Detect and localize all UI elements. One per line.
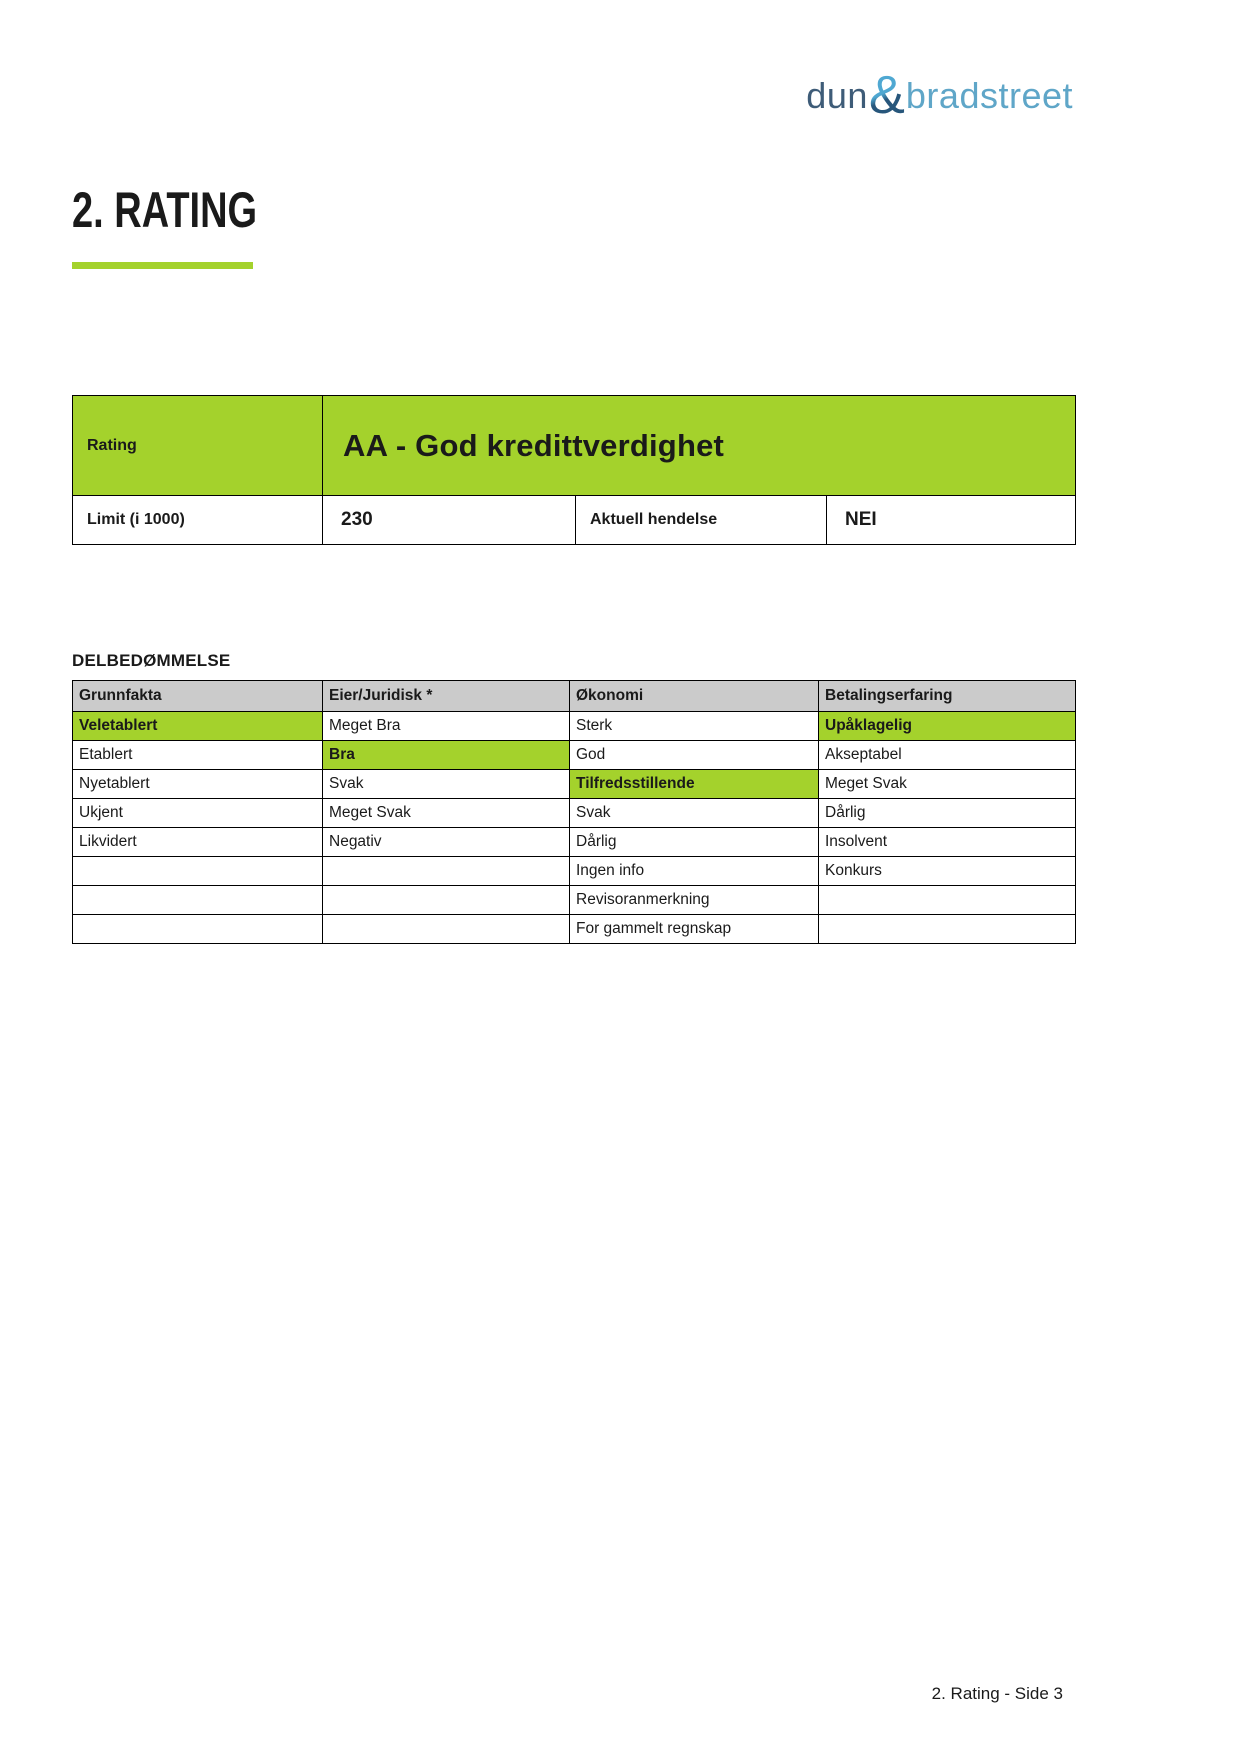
rating-value: AA - God kredittverdighet (323, 396, 1076, 496)
table-row (73, 886, 1076, 915)
table-cell: Negativ (323, 828, 570, 857)
table-cell: Veletablert (73, 712, 323, 741)
current-event-value: NEI (827, 496, 1076, 545)
table-cell: Meget Bra (323, 712, 570, 741)
table-cell: Etablert (73, 741, 323, 770)
table-cell: Dårlig (819, 799, 1076, 828)
rating-summary-table (72, 395, 1076, 545)
table-header-row (73, 681, 1076, 712)
column-header-betalingserfaring: Betalingserfaring (819, 681, 1076, 712)
table-cell: Ingen info (570, 857, 819, 886)
logo-ampersand-icon: & (868, 65, 905, 125)
logo-text-bradstreet: bradstreet (905, 75, 1073, 116)
table-cell-empty (323, 915, 570, 944)
column-header-okonomi: Økonomi (570, 681, 819, 712)
table-cell-empty (819, 915, 1076, 944)
table-cell: Tilfredsstillende (570, 770, 819, 799)
table-cell-empty (819, 886, 1076, 915)
table-cell: Bra (323, 741, 570, 770)
table-row (73, 799, 1076, 828)
table-cell: Dårlig (570, 828, 819, 857)
table-row (73, 741, 1076, 770)
dun-bradstreet-logo (806, 65, 1073, 125)
table-cell-empty (323, 857, 570, 886)
table-cell: Svak (570, 799, 819, 828)
table-cell: Akseptabel (819, 741, 1076, 770)
table-cell: Meget Svak (819, 770, 1076, 799)
rating-banner-row (73, 396, 1076, 496)
column-header-eier-juridisk: Eier/Juridisk * (323, 681, 570, 712)
table-row (73, 857, 1076, 886)
table-cell-empty (323, 886, 570, 915)
logo-text-dun: dun (806, 75, 868, 116)
rating-label: Rating (73, 396, 323, 496)
table-cell-empty (73, 886, 323, 915)
table-cell-empty (73, 857, 323, 886)
column-header-grunnfakta: Grunnfakta (73, 681, 323, 712)
table-cell: God (570, 741, 819, 770)
table-row (73, 828, 1076, 857)
table-cell: Sterk (570, 712, 819, 741)
current-event-label: Aktuell hendelse (576, 496, 827, 545)
limit-label: Limit (i 1000) (73, 496, 323, 545)
limit-value: 230 (323, 496, 576, 545)
table-cell: Likvidert (73, 828, 323, 857)
table-cell: Svak (323, 770, 570, 799)
page-footer: 2. Rating - Side 3 (931, 1684, 1063, 1703)
page-title: 2. RATING (72, 182, 258, 238)
table-cell: Nyetablert (73, 770, 323, 799)
table-row (73, 915, 1076, 944)
table-row (73, 770, 1076, 799)
table-cell: Revisoranmerkning (570, 886, 819, 915)
table-cell-empty (73, 915, 323, 944)
table-row (73, 712, 1076, 741)
title-underline-bar (72, 262, 253, 269)
table-cell: Meget Svak (323, 799, 570, 828)
table-cell: For gammelt regnskap (570, 915, 819, 944)
delbedommelse-table (72, 680, 1076, 944)
limit-row (73, 496, 1076, 545)
table-cell: Upåklagelig (819, 712, 1076, 741)
table-cell: Konkurs (819, 857, 1076, 886)
delbedommelse-section-title: DELBEDØMMELSE (72, 651, 231, 670)
table-cell: Ukjent (73, 799, 323, 828)
table-cell: Insolvent (819, 828, 1076, 857)
